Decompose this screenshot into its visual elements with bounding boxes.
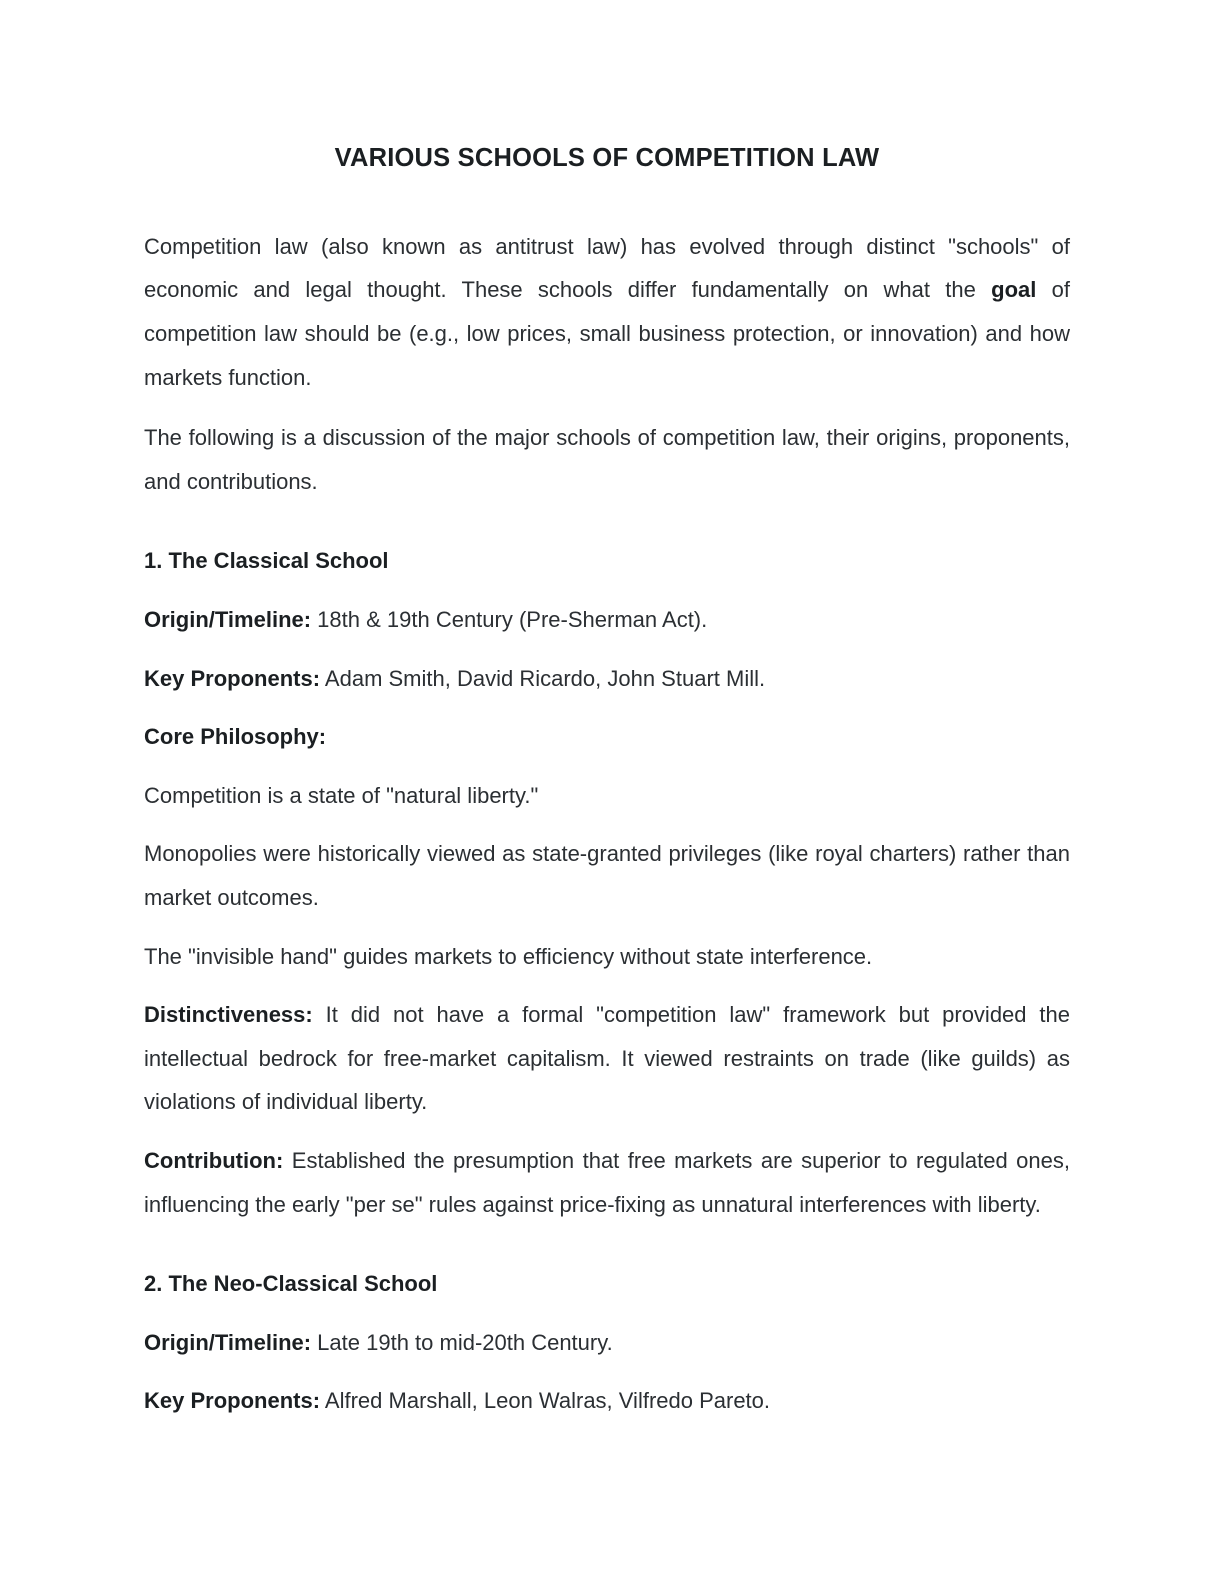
intro-paragraph-1-text-before: Competition law (also known as antitrust law) has evolved through distinct "schools" of economic and legal thought. These schools differ fundamentally on what the [144,233,1070,303]
classical-core-philosophy-point-1: Competition is a state of "natural liberty." [144,782,539,808]
classical-origin-timeline-value: 18th & 19th Century (Pre-Sherman Act). [311,607,708,633]
section-heading-neo-classical-school: 2. The Neo-Classical School [144,1271,438,1297]
classical-key-proponents-value: Adam Smith, David Ricardo, John Stuart Mill. [320,665,766,691]
classical-distinctiveness [144,993,1070,1124]
classical-key-proponents [144,657,1070,701]
classical-core-philosophy-point-2: Monopolies were historically viewed as state-granted privileges (like royal charters) rather than market outcomes. [144,841,1070,910]
neoclassical-key-proponents-label: Key Proponents: [144,1388,321,1414]
classical-contribution-value: Established the presumption that free markets are superior to regulated ones, influencing the early "per se" rules against price-fixing as unnatural interferences with liberty. [144,1147,1070,1217]
neoclassical-origin-timeline [144,1321,1070,1365]
neoclassical-key-proponents-value: Alfred Marshall, Leon Walras, Vilfredo Pareto. [320,1388,771,1414]
intro-paragraph-1-text-after: of competition law should be (e.g., low prices, small business protection, or innovation) and how markets function. [144,277,1070,390]
intro-paragraph-1 [144,225,1070,399]
classical-key-proponents-label: Key Proponents: [144,665,321,691]
neoclassical-key-proponents [144,1379,1070,1423]
page-title: VARIOUS SCHOOLS OF COMPETITION LAW [334,144,880,172]
classical-contribution [144,1139,1070,1226]
neoclassical-origin-timeline-label: Origin/Timeline: [144,1329,312,1355]
classical-origin-timeline-label: Origin/Timeline: [144,607,312,633]
neoclassical-origin-timeline-value: Late 19th to mid-20th Century. [311,1329,613,1355]
classical-core-philosophy-label: Core Philosophy: [144,724,327,750]
intro-paragraph-1-emphasis: goal [991,277,1037,303]
classical-distinctiveness-label: Distinctiveness: [144,1002,313,1028]
intro-paragraph-2: The following is a discussion of the major schools of competition law, their origins, proponents, and contributions. [144,425,1070,494]
classical-core-philosophy-point-3: The "invisible hand" guides markets to efficiency without state interference. [144,943,873,969]
classical-contribution-label: Contribution: [144,1147,284,1173]
document-content [144,0,1070,1423]
section-heading-classical-school: 1. The Classical School [144,548,389,574]
classical-distinctiveness-value: It did not have a formal "competition law" framework but provided the intellectual bedrock for free-market capitalism. It viewed restraints on trade (like guilds) as violations of individual liberty. [144,1002,1070,1115]
classical-origin-timeline [144,598,1070,642]
